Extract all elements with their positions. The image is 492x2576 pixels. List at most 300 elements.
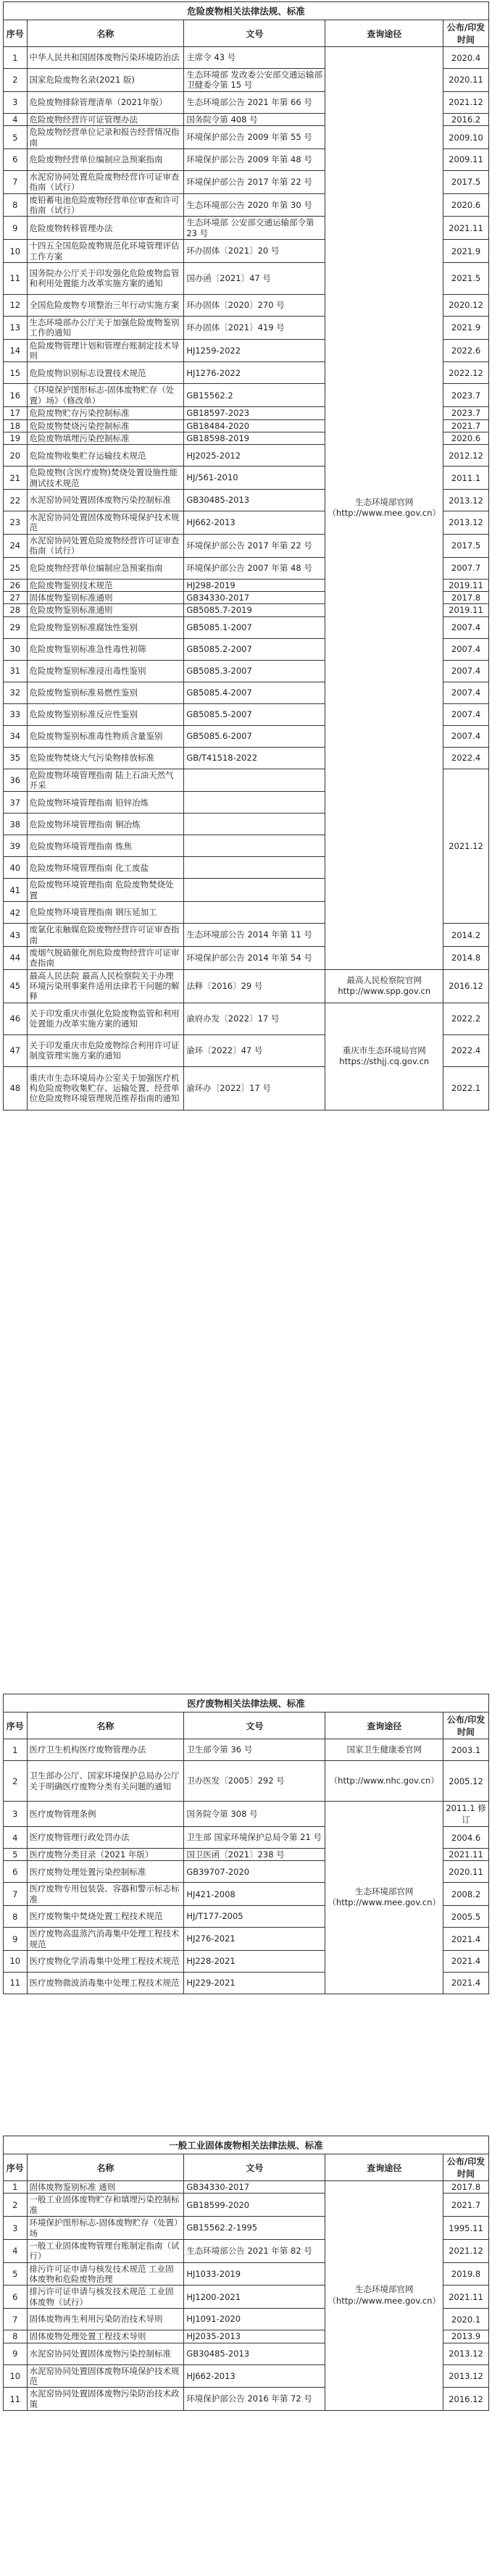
row-date: 2022.2 (443, 1003, 489, 1034)
row-doc-number: 法释〔2016〕29 号 (184, 969, 325, 1003)
row-number: 2 (4, 2194, 28, 2217)
row-doc-number: GB18484-2020 (184, 419, 325, 432)
row-name: 危险废物管理计划和管理台账制定技术导则 (27, 339, 184, 362)
row-number: 27 (4, 591, 28, 603)
row-date: 2008.2 (443, 1883, 489, 1906)
row-doc-number: 环办固体〔2020〕270 号 (184, 294, 325, 316)
row-doc-number: 国务院令第 408 号 (184, 113, 325, 125)
row-doc-number: 生态环境部公告 2021 年第 82 号 (184, 2239, 325, 2262)
col-header-doc: 文号 (184, 1713, 325, 1739)
row-name: 一般工业固体废物管理台账制定指南（试行） (27, 2239, 184, 2262)
row-date: 2004.6 (443, 1827, 489, 1849)
row-name: 关于印发重庆市危险废物综合利用许可证制度管理实施方案的通知 (27, 1034, 184, 1066)
row-doc-number (184, 879, 325, 902)
row-name: 医疗废物专用包装袋、容器和警示标志标准 (27, 1883, 184, 1906)
row-doc-number: 环境保护部公告 2016 年第 72 号 (184, 2388, 325, 2411)
row-doc-number: HJ1259-2022 (184, 339, 325, 362)
row-doc-number: HJ1200-2021 (184, 2286, 325, 2309)
row-source: 最高人民检察院官网 http://www.spp.gov.cn (325, 969, 443, 1003)
row-doc-number: GB5085.3-2007 (184, 660, 325, 682)
row-number: 7 (4, 170, 28, 193)
row-name: 危险废物经营单位编制应急预案指南 (27, 149, 184, 170)
row-number: 5 (4, 1849, 28, 1861)
row-date: 2023.7 (443, 384, 489, 407)
row-date: 2007.7 (443, 557, 489, 579)
row-doc-number: GB18598-2019 (184, 432, 325, 444)
row-date: 2021.7 (443, 2194, 489, 2217)
row-name: 《环境保护图形标志-固体废物贮存（处置）场》（修改单） (27, 384, 184, 407)
row-number: 43 (4, 924, 28, 947)
row-date: 2019.8 (443, 2262, 489, 2286)
row-name: 危险废物环境管理指南 化工废盐 (27, 857, 184, 879)
row-name: 医疗废物高温蒸汽消毒集中处理工程技术规范 (27, 1928, 184, 1951)
row-name: 医疗废物集中焚烧处置工程技术规范 (27, 1906, 184, 1928)
row-name: 医疗废物微波消毒集中处理工程技术规范 (27, 1972, 184, 1994)
medical-table-body (4, 1739, 489, 1994)
row-date: 2017.5 (443, 170, 489, 193)
row-number: 38 (4, 814, 28, 835)
row-doc-number: 卫办医发〔2005〕292 号 (184, 1761, 325, 1802)
row-number: 29 (4, 616, 28, 638)
row-date: 2016.2 (443, 113, 489, 125)
row-date: 2017.5 (443, 534, 489, 557)
row-name: 固体废物鉴别标准 通则 (27, 2181, 184, 2194)
row-name: 水泥窑协同处置固体废物污染控制标准 (27, 490, 184, 511)
row-name: 医疗卫生机构医疗废物管理办法 (27, 1739, 184, 1761)
row-doc-number: GB39707-2020 (184, 1861, 325, 1883)
col-header-name: 名称 (27, 1713, 184, 1739)
row-date: 2013.12 (443, 490, 489, 511)
table-row (4, 1802, 489, 1827)
row-number: 9 (4, 1928, 28, 1951)
row-number: 1 (4, 2181, 28, 2194)
row-doc-number: HJ/T177-2005 (184, 1906, 325, 1928)
section-title: 医疗废物相关法律法规、标准 (4, 1694, 489, 1713)
row-name: 危险废物环境管理指南 危险废物焚烧处置 (27, 879, 184, 902)
row-number: 11 (4, 2388, 28, 2411)
row-number: 17 (4, 407, 28, 419)
row-doc-number: GB5085.7-2019 (184, 604, 325, 616)
row-doc-number: HJ2035-2013 (184, 2330, 325, 2343)
medical-table (3, 1694, 489, 1994)
row-date: 2013.12 (443, 511, 489, 535)
col-header-name: 名称 (27, 2154, 184, 2181)
row-name: 水泥窑协同处置固体废物污染控制标准 (27, 2343, 184, 2364)
row-name: 排污许可证申请与核发技术规范 工业固体废物和危险废物治理 (27, 2262, 184, 2286)
row-doc-number: GB18597-2023 (184, 407, 325, 419)
row-name: 危险废物鉴别标准急性毒性初筛 (27, 638, 184, 660)
row-date: 2021.12 (443, 2239, 489, 2262)
row-date: 2013.12 (443, 2343, 489, 2364)
col-header-date: 公布/印发时间 (443, 2154, 489, 2181)
row-number: 47 (4, 1034, 28, 1066)
row-name: 环境保护图形标志-固体废物贮存（处置）场 (27, 2217, 184, 2240)
row-doc-number: 环办固体〔2021〕419 号 (184, 316, 325, 339)
row-name: 危险废物鉴别标准毒性物质含量鉴别 (27, 725, 184, 747)
row-number: 24 (4, 534, 28, 557)
row-doc-number: GB5085.6-2007 (184, 725, 325, 747)
row-doc-number: 环境保护部公告 2014 年第 54 号 (184, 946, 325, 969)
row-date: 2017.8 (443, 591, 489, 603)
row-doc-number: 渝环〔2022〕47 号 (184, 1034, 325, 1066)
row-name: 危险废物转移管理办法 (27, 217, 184, 240)
row-name: 危险废物焚烧大气污染物排放标准 (27, 747, 184, 769)
row-name: 危险废物鉴别标准易燃性鉴别 (27, 682, 184, 703)
row-doc-number: HJ1276-2022 (184, 362, 325, 384)
row-date: 2007.4 (443, 725, 489, 747)
row-date: 2021.9 (443, 240, 489, 263)
row-number: 39 (4, 835, 28, 857)
row-date: 2016.12 (443, 969, 489, 1003)
row-number: 23 (4, 511, 28, 535)
row-number: 2 (4, 69, 28, 92)
industrial-table (3, 2136, 489, 2411)
row-date: 2009.10 (443, 126, 489, 149)
row-name: 危险废物排除管理清单（2021年版） (27, 91, 184, 113)
table-row (4, 47, 489, 69)
row-date: 2022.6 (443, 339, 489, 362)
row-date: 2019.11 (443, 579, 489, 591)
row-number: 1 (4, 1739, 28, 1761)
row-number: 6 (4, 1861, 28, 1883)
row-name: 危险废物填埋污染控制标准 (27, 432, 184, 444)
row-date: 2005.12 (443, 1761, 489, 1802)
col-header-name: 名称 (27, 20, 184, 47)
industrial-table-body (4, 2181, 489, 2411)
table-row (4, 2181, 489, 2194)
section-medical (3, 1694, 489, 1994)
row-doc-number: HJ228-2021 (184, 1950, 325, 1972)
row-doc-number: HJ662-2013 (184, 2364, 325, 2388)
row-number: 11 (4, 262, 28, 294)
row-name: 危险废物识别标志设置技术规范 (27, 362, 184, 384)
col-header-doc: 文号 (184, 2154, 325, 2181)
row-name: 危险废物环境管理指南 铅锌冶炼 (27, 792, 184, 814)
row-date: 2003.1 (443, 1739, 489, 1761)
row-date: 2011.1 (443, 467, 489, 490)
row-name: 危险废物鉴别标准通则 (27, 604, 184, 616)
row-name: 废烟气脱硝催化剂危险废物经营许可证审查指南 (27, 946, 184, 969)
row-doc-number: 渝环办〔2022〕17 号 (184, 1066, 325, 1110)
row-doc-number: 环境保护部公告 2017 年第 22 号 (184, 170, 325, 193)
row-number: 21 (4, 467, 28, 490)
row-date: 2020.6 (443, 193, 489, 217)
row-number: 19 (4, 432, 28, 444)
row-name: 卫生部办公厅、国家环境保护总局办公厅关于明确医疗废物分类有关问题的通知 (27, 1761, 184, 1802)
row-number: 33 (4, 703, 28, 725)
row-doc-number: GB5085.1-2007 (184, 616, 325, 638)
row-doc-number: GB30485-2013 (184, 490, 325, 511)
row-source: （http://www.nhc.gov.cn） (325, 1761, 443, 1802)
row-date: 2012.12 (443, 445, 489, 467)
row-doc-number: HJ1091-2020 (184, 2309, 325, 2330)
row-number: 31 (4, 660, 28, 682)
row-number: 15 (4, 362, 28, 384)
row-doc-number: GB5085.4-2007 (184, 682, 325, 703)
table-row (4, 969, 489, 1003)
row-date: 2016.12 (443, 2388, 489, 2411)
row-name: 国家危险废物名录(2021 版) (27, 69, 184, 92)
row-name: 危险废物鉴别标准反应性鉴别 (27, 703, 184, 725)
row-number: 3 (4, 91, 28, 113)
row-number: 22 (4, 490, 28, 511)
row-name: 危险废物经营单位记录和报告经营情况指南 (27, 126, 184, 149)
row-doc-number: 生态环境部公告 2021 年第 66 号 (184, 91, 325, 113)
row-date: 2007.4 (443, 616, 489, 638)
row-number: 8 (4, 193, 28, 217)
row-name: 固体废物鉴别标准通则 (27, 591, 184, 603)
row-number: 8 (4, 1906, 28, 1928)
col-header-date: 公布/印发时间 (443, 20, 489, 47)
row-date: 2005.5 (443, 1906, 489, 1928)
row-source: 生态环境部官网（http://www.mee.gov.cn） (325, 2181, 443, 2411)
row-name: 国务院办公厅关于印发强化危险废物监管和利用处置能力改革实施方案的通知 (27, 262, 184, 294)
row-name: 医疗废物化学消毒集中处理工程技术规范 (27, 1950, 184, 1972)
row-name: 水泥窑协同处置固体废物环境保护技术规范 (27, 2364, 184, 2388)
row-number: 34 (4, 725, 28, 747)
row-doc-number: GB5085.2-2007 (184, 638, 325, 660)
col-header-date: 公布/印发时间 (443, 1713, 489, 1739)
row-name: 废氯化汞触媒危险废物经营许可证审查指南 (27, 924, 184, 947)
row-name: 危险废物环境管理指南 炼焦 (27, 835, 184, 857)
row-doc-number: HJ1033-2019 (184, 2262, 325, 2286)
row-name: 十四五全国危险废物规范化环境管理评估工作方案 (27, 240, 184, 263)
row-date: 2021.7 (443, 419, 489, 432)
row-number: 41 (4, 879, 28, 902)
row-date: 2019.11 (443, 604, 489, 616)
row-doc-number: 环境保护部公告 2007 年第 48 号 (184, 557, 325, 579)
row-doc-number: GB/T41518-2022 (184, 747, 325, 769)
row-number: 26 (4, 579, 28, 591)
row-doc-number: 主席令 43 号 (184, 47, 325, 69)
col-header-no: 序号 (4, 1713, 28, 1739)
row-doc-number: 生态环境部 公安部交通运输部令第 23 号 (184, 217, 325, 240)
col-header-src: 查询途径 (325, 1713, 443, 1739)
row-date: 2011.1 修订 (443, 1802, 489, 1827)
row-name: 水泥窑协同处置固体废物环境保护技术规范 (27, 511, 184, 535)
row-number: 32 (4, 682, 28, 703)
row-date: 2021.4 (443, 1972, 489, 1994)
row-name: 危险废物环境管理指南 陆上石油天然气开采 (27, 769, 184, 792)
row-date: 2007.4 (443, 682, 489, 703)
row-date: 2021.11 (443, 2286, 489, 2309)
row-date: 2020.4 (443, 47, 489, 69)
row-number: 4 (4, 1827, 28, 1849)
row-name: 医疗废物管理行政处罚办法 (27, 1827, 184, 1849)
row-name: 废铅蓄电池危险废物经营单位审查和许可指南（试行） (27, 193, 184, 217)
row-name: 生态环境部办公厅关于加强危险废物鉴别工作的通知 (27, 316, 184, 339)
row-number: 44 (4, 946, 28, 969)
row-number: 28 (4, 604, 28, 616)
row-number: 1 (4, 47, 28, 69)
row-name: 医疗废物管理条例 (27, 1802, 184, 1827)
row-date: 2020.1 (443, 2309, 489, 2330)
row-doc-number: GB15562.2-1995 (184, 2217, 325, 2240)
row-doc-number: HJ/561-2010 (184, 467, 325, 490)
row-doc-number: GB34330-2017 (184, 2181, 325, 2194)
row-doc-number: GB30485-2013 (184, 2343, 325, 2364)
row-doc-number (184, 857, 325, 879)
col-header-src: 查询途径 (325, 20, 443, 47)
row-doc-number (184, 792, 325, 814)
row-doc-number (184, 769, 325, 792)
row-number: 42 (4, 902, 28, 924)
section-title: 危险废物相关法律法规、标准 (4, 2, 489, 20)
row-date: 2021.11 (443, 1849, 489, 1861)
row-date: 2021.12 (443, 769, 489, 924)
row-number: 9 (4, 217, 28, 240)
row-source: 重庆市生态环境局官网 https://sthjj.cq.gov.cn (325, 1003, 443, 1110)
row-source: 生态环境部官网（http://www.mee.gov.cn） (325, 1802, 443, 1994)
row-doc-number: 环境保护部公告 2017 年第 22 号 (184, 534, 325, 557)
row-date: 2022.4 (443, 747, 489, 769)
row-date: 2021.9 (443, 316, 489, 339)
row-doc-number: 渝府办发〔2022〕17 号 (184, 1003, 325, 1034)
row-number: 16 (4, 384, 28, 407)
row-doc-number (184, 902, 325, 924)
row-doc-number: HJ229-2021 (184, 1972, 325, 1994)
row-doc-number: HJ2025-2012 (184, 445, 325, 467)
hazardous-table (3, 1, 489, 1111)
row-doc-number: HJ421-2008 (184, 1883, 325, 1906)
row-doc-number: 卫生部 国家环境保护总局令第 21 号 (184, 1827, 325, 1849)
row-date: 2007.4 (443, 638, 489, 660)
row-date: 2022.4 (443, 1034, 489, 1066)
row-date: 2021.12 (443, 91, 489, 113)
row-number: 45 (4, 969, 28, 1003)
row-doc-number: GB15562.2 (184, 384, 325, 407)
row-doc-number: 生态环境部 发改委公安部交通运输部卫健委令第 15 号 (184, 69, 325, 92)
row-date: 2014.8 (443, 946, 489, 969)
row-number: 5 (4, 2262, 28, 2286)
row-date: 2013.9 (443, 2330, 489, 2343)
row-date: 2020.11 (443, 69, 489, 92)
row-name: 医疗废物处理处置污染控制标准 (27, 1861, 184, 1883)
row-doc-number: 国卫医函〔2021〕238 号 (184, 1849, 325, 1861)
row-number: 10 (4, 240, 28, 263)
row-date: 2007.4 (443, 703, 489, 725)
row-number: 30 (4, 638, 28, 660)
row-number: 8 (4, 2330, 28, 2343)
row-number: 9 (4, 2343, 28, 2364)
row-name: 全国危险废物专项整治三年行动实施方案 (27, 294, 184, 316)
row-date: 2017.8 (443, 2181, 489, 2194)
row-doc-number: HJ276-2021 (184, 1928, 325, 1951)
row-date: 2020.12 (443, 294, 489, 316)
row-name: 最高人民法院 最高人民检察院关于办理环境污染刑事案件适用法律若干问题的解释 (27, 969, 184, 1003)
row-name: 危险废物环境管理指南 钢压延加工 (27, 902, 184, 924)
row-number: 18 (4, 419, 28, 432)
row-number: 37 (4, 792, 28, 814)
row-date: 2022.1 (443, 1066, 489, 1110)
row-number: 35 (4, 747, 28, 769)
hazardous-table-body (4, 47, 489, 1111)
row-number: 10 (4, 1950, 28, 1972)
row-name: 危险废物鉴别标准浸出毒性鉴别 (27, 660, 184, 682)
row-date: 2021.4 (443, 1950, 489, 1972)
row-date: 2022.12 (443, 362, 489, 384)
row-name: 危险废物鉴别标准腐蚀性鉴别 (27, 616, 184, 638)
row-number: 3 (4, 1802, 28, 1827)
row-doc-number: 卫生部令第 36 号 (184, 1739, 325, 1761)
row-name: 关于印发重庆市强化危险废物监管和利用处置能力改革实施方案的通知 (27, 1003, 184, 1034)
row-doc-number: HJ662-2013 (184, 511, 325, 535)
row-doc-number: 环境保护部公告 2009 年第 48 号 (184, 149, 325, 170)
table-row (4, 1761, 489, 1802)
row-name: 固体废物再生利用污染防治技术导则 (27, 2309, 184, 2330)
row-number: 5 (4, 126, 28, 149)
row-number: 7 (4, 1883, 28, 1906)
row-name: 危险废物鉴别技术规范 (27, 579, 184, 591)
row-number: 46 (4, 1003, 28, 1034)
row-number: 4 (4, 2239, 28, 2262)
section-hazardous (3, 1, 489, 1111)
row-name: 危险废物贮存污染控制标准 (27, 407, 184, 419)
row-number: 12 (4, 294, 28, 316)
row-name: 重庆市生态环境局办公室关于加强医疗机构危险废物收集贮存、运输处置、经营单位危险废物环境管理规范推荐指南的通知 (27, 1066, 184, 1110)
row-number: 6 (4, 149, 28, 170)
row-date: 2020.11 (443, 1861, 489, 1883)
row-number: 14 (4, 339, 28, 362)
row-number: 20 (4, 445, 28, 467)
row-doc-number (184, 814, 325, 835)
row-date: 2021.11 (443, 217, 489, 240)
row-name: 水泥窑协同处置危险废物经营许可证审查指南（试行） (27, 534, 184, 557)
row-name: 水泥窑协同处置危险废物经营许可证审查指南（试行） (27, 170, 184, 193)
col-header-src: 查询途径 (325, 2154, 443, 2181)
table-row (4, 1003, 489, 1034)
row-date: 2007.4 (443, 660, 489, 682)
row-source: 国家卫生健康委官网 (325, 1739, 443, 1761)
row-date: 2009.11 (443, 149, 489, 170)
col-header-doc: 文号 (184, 20, 325, 47)
row-number: 40 (4, 857, 28, 879)
row-number: 6 (4, 2286, 28, 2309)
row-doc-number (184, 835, 325, 857)
row-doc-number: 生态环境部公告 2020 年第 30 号 (184, 193, 325, 217)
row-number: 11 (4, 1972, 28, 1994)
row-doc-number: HJ298-2019 (184, 579, 325, 591)
table-row (4, 1739, 489, 1761)
row-doc-number: GB34330-2017 (184, 591, 325, 603)
row-number: 3 (4, 2217, 28, 2240)
row-name: 危险废物经营单位编制应急预案指南 (27, 557, 184, 579)
row-number: 48 (4, 1066, 28, 1110)
col-header-no: 序号 (4, 2154, 28, 2181)
row-date: 2021.5 (443, 262, 489, 294)
row-date: 1995.11 (443, 2217, 489, 2240)
row-number: 13 (4, 316, 28, 339)
row-name: 排污许可证申请与核发技术规范 工业固体废物（试行） (27, 2286, 184, 2309)
row-name: 危险废物经营许可证管理办法 (27, 113, 184, 125)
section-title: 一般工业固体废物相关法律法规、标准 (4, 2136, 489, 2154)
row-date: 2013.12 (443, 2364, 489, 2388)
row-doc-number: 国办函〔2021〕47 号 (184, 262, 325, 294)
row-doc-number: GB18599-2020 (184, 2194, 325, 2217)
row-name: 危险废物环境管理指南 铜冶炼 (27, 814, 184, 835)
row-number: 10 (4, 2364, 28, 2388)
row-name: 一般工业固体废物贮存和填埋污染控制标准 (27, 2194, 184, 2217)
row-name: 水泥窑协同处置固体废物污染防治技术政策 (27, 2388, 184, 2411)
row-name: 医疗废物分类目录（2021 年版） (27, 1849, 184, 1861)
row-source: 生态环境部官网（http://www.mee.gov.cn） (325, 47, 443, 970)
row-number: 7 (4, 2309, 28, 2330)
section-industrial (3, 2136, 489, 2411)
row-number: 2 (4, 1761, 28, 1802)
row-date: 2023.7 (443, 407, 489, 419)
row-doc-number: 环办固体〔2021〕20 号 (184, 240, 325, 263)
row-number: 25 (4, 557, 28, 579)
